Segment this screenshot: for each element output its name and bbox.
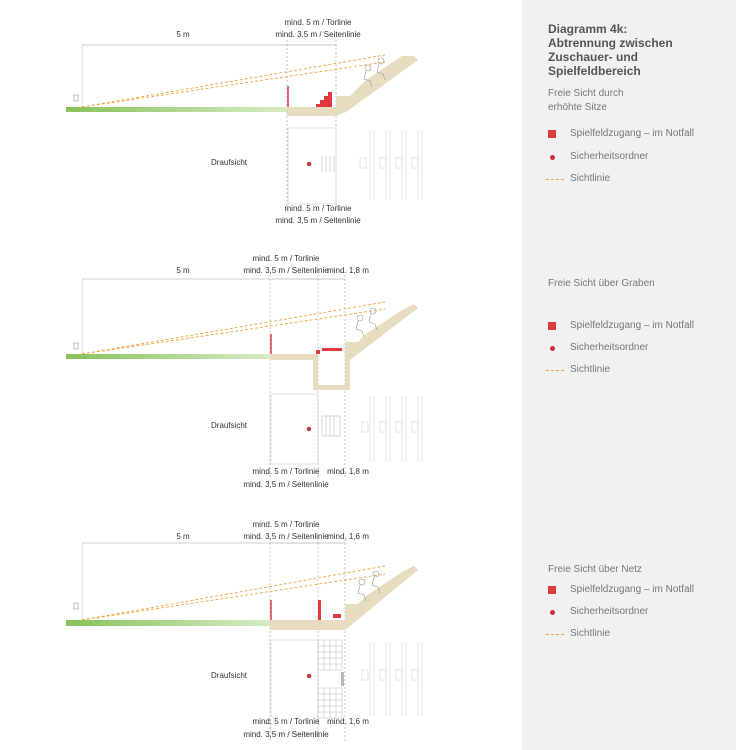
top-line1: mind. 5 m / Torlinie xyxy=(252,520,320,529)
barrier xyxy=(270,334,272,354)
emergency-access-steps xyxy=(316,92,332,107)
extra-label: mind. 1,8 m xyxy=(327,266,369,275)
sightline xyxy=(82,309,385,354)
steward-dot xyxy=(307,162,311,166)
dist-left-label: 5 m xyxy=(176,266,190,275)
top-line2: mind. 3,5 m / Seitenlinie xyxy=(243,266,329,275)
steward-dot xyxy=(307,427,311,431)
steward-dot-icon xyxy=(550,610,555,615)
access-square-icon xyxy=(548,586,556,594)
bottom-line1: mind. 5 m / Torlinie xyxy=(284,204,352,213)
bottom-line2: mind. 3,5 m / Seitenlinie xyxy=(243,480,329,489)
bottom-extra: mind. 1,8 m xyxy=(327,467,369,476)
bottom-line1: mind. 5 m / Torlinie xyxy=(252,717,320,726)
raised-seating-structure xyxy=(287,56,418,116)
emergency-access-marker xyxy=(316,350,320,354)
extra-label: mind. 1,6 m xyxy=(327,532,369,541)
goal-icon xyxy=(74,343,78,349)
top-line2: mind. 3,5 m / Seitenlinie xyxy=(243,532,329,541)
steward-dot xyxy=(307,674,311,678)
moat-structure xyxy=(270,304,418,390)
sightline xyxy=(82,566,385,620)
top-line1: mind. 5 m / Torlinie xyxy=(252,254,320,263)
top-line1: mind. 5 m / Torlinie xyxy=(284,18,352,27)
barrier xyxy=(287,86,289,108)
bottom-line2: mind. 3,5 m / Seitenlinie xyxy=(275,216,361,225)
barrier xyxy=(270,600,272,620)
diagram-2 xyxy=(66,254,422,489)
steward-dot-icon xyxy=(550,155,555,160)
sightline-dash-icon xyxy=(546,179,564,180)
bottom-line1: mind. 5 m / Torlinie xyxy=(252,467,320,476)
bottom-extra: mind. 1,6 m xyxy=(327,717,369,726)
plan-bridge xyxy=(322,416,340,436)
access-square-icon xyxy=(548,130,556,138)
plan-steps xyxy=(322,156,334,172)
plan-seat-rows xyxy=(360,130,422,200)
plan-seat-rows xyxy=(362,396,422,462)
pitch-grass xyxy=(66,620,270,626)
plan-zone xyxy=(288,128,336,204)
net-post xyxy=(318,600,321,620)
pitch-grass xyxy=(66,107,287,112)
section-3-subtitle: Freie Sicht über Netz xyxy=(548,564,642,575)
top-line2: mind. 3,5 m / Seitenlinie xyxy=(275,30,361,39)
dist-left-label: 5 m xyxy=(176,30,190,39)
sightline xyxy=(82,302,385,354)
dist-left-label: 5 m xyxy=(176,532,190,541)
pitch-grass xyxy=(66,354,270,359)
sightline-dash-icon xyxy=(546,370,564,371)
plan-label: Draufsicht xyxy=(211,158,248,167)
plan-net-mesh xyxy=(318,640,342,718)
emergency-access-marker xyxy=(333,614,341,618)
sightline-dash-icon xyxy=(546,634,564,635)
diagram-title: Diagramm 4k: Abtrennung zwischen Zuschauer- und Spielfeldbereich xyxy=(548,22,673,78)
section-1-subtitle: Freie Sicht durch erhöhte Sitze xyxy=(548,88,624,113)
goal-icon xyxy=(74,95,78,101)
diagram-1 xyxy=(66,18,422,225)
net-structure xyxy=(270,566,418,630)
sightline xyxy=(82,574,385,620)
section-2-subtitle: Freie Sicht über Graben xyxy=(548,278,655,289)
plan-label: Draufsicht xyxy=(211,421,248,430)
plan-label: Draufsicht xyxy=(211,671,248,680)
bottom-line2: mind. 3,5 m / Seitenlinie xyxy=(243,730,329,739)
emergency-access-bridge xyxy=(322,348,342,351)
goal-icon xyxy=(74,603,78,609)
diagram-3 xyxy=(66,520,422,742)
access-square-icon xyxy=(548,322,556,330)
plan-gate xyxy=(341,672,344,686)
steward-dot-icon xyxy=(550,346,555,351)
plan-seat-rows xyxy=(362,642,422,716)
